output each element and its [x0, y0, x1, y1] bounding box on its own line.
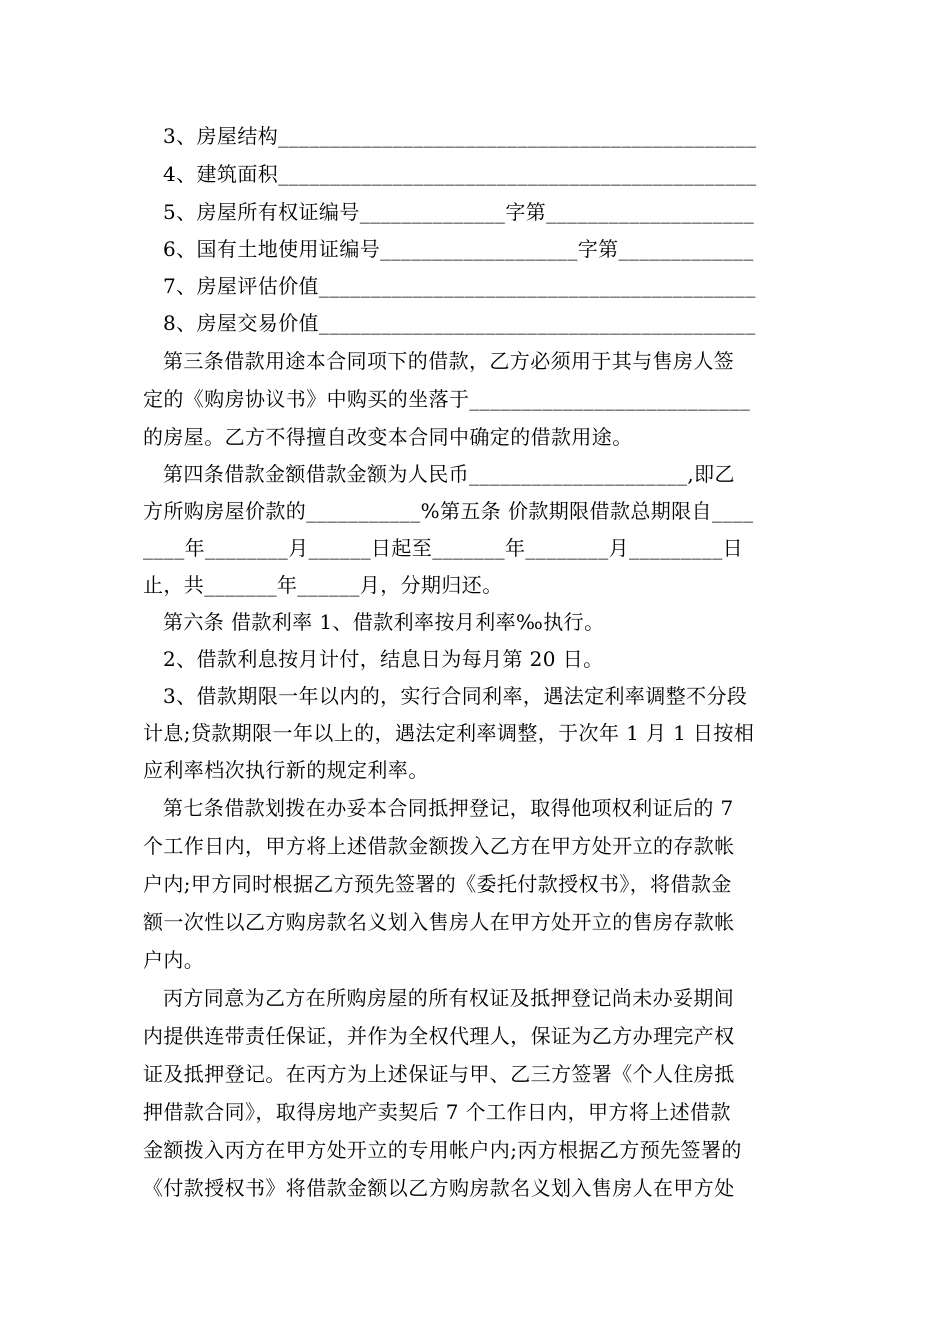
article-4-line-2: 方所购房屋价款的___________%第五条 价款期限借款总期限自____ [143, 499, 754, 523]
article-4-line-4: 止，共_______年______月，分期归还。 [143, 573, 503, 597]
item-appraised-value: 7、房屋评估价值__________________________________________ [163, 274, 756, 298]
article-6-line-3: 3、借款期限一年以内的，实行合同利率，遇法定利率调整不分段 [163, 684, 748, 708]
item-land-use-cert-no: 6、国有土地使用证编号___________________字第_____________ [163, 237, 754, 261]
article-7-line-4: 额一次性以乙方购房款名义划入售房人在甲方处开立的售房存款帐 [143, 910, 735, 934]
article-6-line-2: 2、借款利息按月计付，结息日为每月第 20 日。 [163, 647, 604, 671]
article-7-line-2: 个工作日内，甲方将上述借款金额拨入乙方在甲方处开立的存款帐 [143, 834, 735, 858]
article-7-line-3: 户内;甲方同时根据乙方预先签署的《委托付款授权书》，将借款金 [143, 872, 732, 896]
guarantee-para-line-1: 丙方同意为乙方在所购房屋的所有权证及抵押登记尚未办妥期间 [163, 986, 735, 1010]
article-3-line-1: 第三条借款用途本合同项下的借款，乙方必须用于其与售房人签 [163, 349, 735, 373]
item-transaction-value: 8、房屋交易价值__________________________________________ [163, 311, 756, 335]
item-ownership-cert-no: 5、房屋所有权证编号______________字第____________________ [163, 200, 755, 224]
guarantee-para-line-6: 《付款授权书》将借款金额以乙方购房款名义划入售房人在甲方处 [143, 1176, 735, 1200]
article-3-line-3: 的房屋。乙方不得擅自改变本合同中确定的借款用途。 [143, 425, 633, 449]
article-3-line-2: 定的《购房协议书》中购买的坐落于___________________________ [143, 387, 751, 411]
article-6-line-5: 应利率档次执行新的规定利率。 [143, 758, 429, 782]
article-4-line-1: 第四条借款金额借款金额为人民币_____________________,即乙 [163, 462, 735, 486]
item-building-area: 4、建筑面积______________________________________________ [163, 162, 757, 186]
article-4-line-3: ____年________月______日起至_______年________月_________日 [143, 536, 743, 560]
article-6-line-4: 计息;贷款期限一年以上的，遇法定利率调整，于次年 1 月 1 日按相 [143, 721, 755, 745]
guarantee-para-line-3: 证及抵押登记。在丙方为上述保证与甲、乙三方签署《个人住房抵 [143, 1062, 735, 1086]
item-house-structure: 3、房屋结构______________________________________________ [163, 124, 757, 148]
article-6-line-1: 第六条 借款利率 1、借款利率按月利率‰执行。 [163, 610, 605, 634]
guarantee-para-line-5: 金额拨入丙方在甲方处开立的专用帐户内;丙方根据乙方预先签署的 [143, 1138, 742, 1162]
article-7-line-1: 第七条借款划拨在办妥本合同抵押登记，取得他项权利证后的 7 [163, 796, 734, 820]
guarantee-para-line-2: 内提供连带责任保证，并作为全权代理人，保证为乙方办理完产权 [143, 1024, 735, 1048]
article-7-line-5: 户内。 [143, 948, 205, 972]
guarantee-para-line-4: 押借款合同》，取得房地产卖契后 7 个工作日内，甲方将上述借款 [143, 1100, 731, 1124]
